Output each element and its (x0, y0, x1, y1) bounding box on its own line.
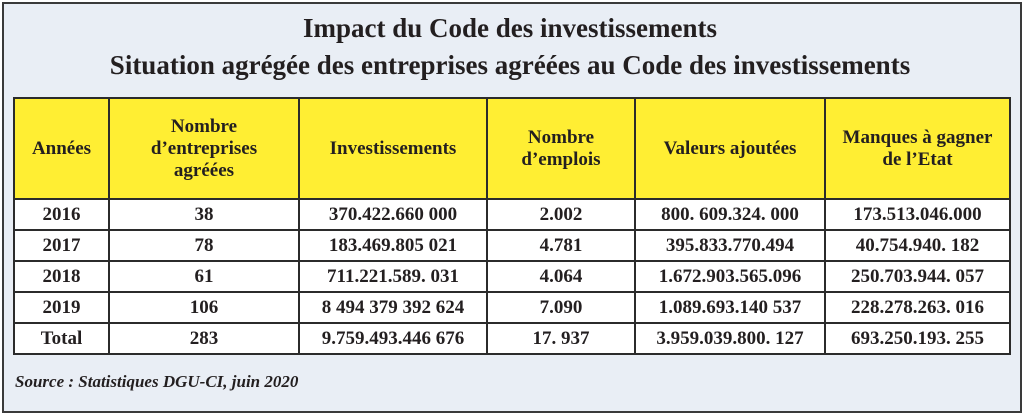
cell-manques-a-gagner: 693.250.193. 255 (825, 323, 1010, 354)
cell-entreprises: 106 (109, 292, 299, 323)
cell-emplois: 7.090 (487, 292, 635, 323)
cell-investissements: 183.469.805 021 (299, 230, 487, 261)
investment-table (13, 97, 1011, 355)
table-row (14, 292, 1010, 323)
cell-valeurs-ajoutees: 3.959.039.800. 127 (635, 323, 825, 354)
cell-investissements: 8 494 379 392 624 (299, 292, 487, 323)
cell-emplois: 4.064 (487, 261, 635, 292)
cell-investissements: 9.759.493.446 676 (299, 323, 487, 354)
table-row (14, 199, 1010, 230)
total-row (14, 323, 1010, 354)
cell-entreprises: 283 (109, 323, 299, 354)
cell-valeurs-ajoutees: 1.089.693.140 537 (635, 292, 825, 323)
cell-year: 2017 (14, 230, 109, 261)
cell-valeurs-ajoutees: 1.672.903.565.096 (635, 261, 825, 292)
cell-entreprises: 78 (109, 230, 299, 261)
header-row (14, 98, 1010, 199)
cell-manques-a-gagner: 228.278.263. 016 (825, 292, 1010, 323)
source-note: Source : Statistiques DGU-CI, juin 2020 (15, 372, 299, 391)
header-manques-a-gagner: Manques à gagner de l’Etat (825, 98, 1010, 199)
header-valeurs-ajoutees: Valeurs ajoutées (635, 98, 825, 199)
cell-entreprises: 61 (109, 261, 299, 292)
header-nombre-entreprises: Nombre d’entreprises agréées (109, 98, 299, 199)
cell-emplois: 2.002 (487, 199, 635, 230)
table-row (14, 261, 1010, 292)
cell-year: 2019 (14, 292, 109, 323)
cell-year: 2016 (14, 199, 109, 230)
header-nombre-emplois: Nombre d’emplois (487, 98, 635, 199)
cell-valeurs-ajoutees: 800. 609.324. 000 (635, 199, 825, 230)
cell-manques-a-gagner: 173.513.046.000 (825, 199, 1010, 230)
cell-year: 2018 (14, 261, 109, 292)
page-subtitle: Situation agrégée des entreprises agréées au Code des investissements (109, 50, 911, 80)
header-investissements: Investissements (299, 98, 487, 199)
header-annees: Années (14, 98, 109, 199)
cell-manques-a-gagner: 250.703.944. 057 (825, 261, 1010, 292)
cell-total-label: Total (14, 323, 109, 354)
cell-entreprises: 38 (109, 199, 299, 230)
cell-investissements: 370.422.660 000 (299, 199, 487, 230)
cell-emplois: 17. 937 (487, 323, 635, 354)
cell-emplois: 4.781 (487, 230, 635, 261)
cell-manques-a-gagner: 40.754.940. 182 (825, 230, 1010, 261)
table-row (14, 230, 1010, 261)
cell-valeurs-ajoutees: 395.833.770.494 (635, 230, 825, 261)
page-title: Impact du Code des investissements (302, 13, 718, 43)
cell-investissements: 711.221.589. 031 (299, 261, 487, 292)
